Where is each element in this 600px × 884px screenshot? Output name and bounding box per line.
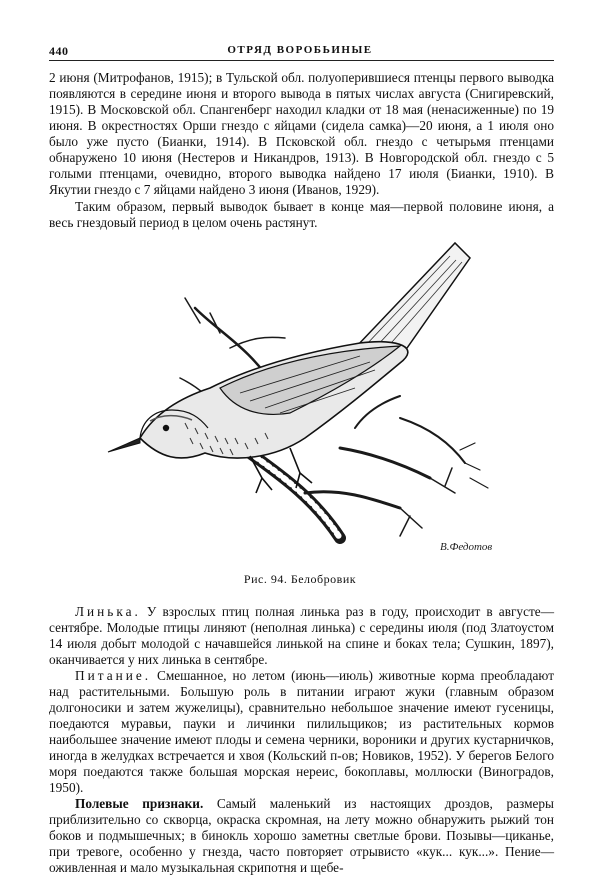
redwing-bird-illustration bbox=[100, 238, 520, 568]
page-number: 440 bbox=[49, 44, 69, 58]
header-rule bbox=[49, 60, 554, 61]
paragraph-diet bbox=[49, 668, 554, 796]
bird-beak bbox=[108, 438, 140, 452]
bird-eye bbox=[163, 425, 169, 431]
paragraph-field-signs bbox=[49, 796, 554, 876]
running-title: ОТРЯД ВОРОБЬИНЫЕ bbox=[227, 44, 373, 56]
paragraph-nesting-dates: 2 июня (Митрофанов, 1915); в Тульской обл. полуоперившиеся птенцы первого выводка появляются в середине июня и второго вывода в пятых числах августа (Снигиревский, 1915). В Московской обл. Спангенберг находил кладки от 18 мая (ненасиженные) по 19 июня. В окрестностях Орши гнездо с яйцами (сидела самка)—20 июня, а 1 июля оно было уже пусто (Бианки, 1914). В Псковской обл. гнездо с четырьмя птенцами обнаружено 10 июня (Нестеров и Никандров, 1913). В Новгородской обл. гнездо с 5 голыми птенцами, очевидно, второго выводка найдено 17 июля (Бианки, 1910). В Якутии гнездо с 7 яйцами найдено 3 июня (Иванов, 1929). bbox=[49, 70, 554, 197]
illustrator-signature: В.Федотов bbox=[440, 541, 493, 553]
paragraph-summary: Таким образом, первый выводок бывает в конце мая—первой половине июня, а весь гнездовый период в целом очень растянут. bbox=[49, 199, 554, 230]
bird-drawing bbox=[100, 238, 520, 568]
figure-caption: Рис. 94. Белобровик bbox=[243, 572, 357, 586]
diet-heading: Питание. bbox=[75, 668, 152, 683]
bird-tail bbox=[355, 243, 470, 358]
field-signs-heading: Полевые признаки. bbox=[75, 796, 204, 811]
diet-text: Смешанное, но летом (июнь—июль) животные корма преобладают над растительными. Большую роль в питании играют жуки (главным образом долгоносики и затем жужелицы), сравнительно небольшое значение имеют гусеницы, поедаются муравьи, пауки и личинки пилильщиков; из растительных кормов наибольшее значение имеют плоды и семена черники, вороники и других кустарничков, иногда в желудках встречается и хвоя (Кольский п-ов; Новиков, 1952). У берегов Белого моря поедаются также большая морская нереис, бокоплавы, моллюски (Виноградов, 1950). bbox=[49, 668, 554, 795]
field-signs-text: Самый маленький из настоящих дроздов, размеры приблизительно со скворца, окраска скромная, на лету можно обнаружить рыжий тон боков и подмышечных; в бинокль хорошо заметны светлые брови. Позывы—циканье, при тревоге, особенно у гнезда, часто повторяет отрывисто «кук... кук...». Пение—оживленная и мало музыкальная скрипотня и щебе- bbox=[49, 796, 554, 875]
paragraph-molt bbox=[49, 604, 554, 668]
text-block-bottom bbox=[49, 604, 554, 876]
text-block-top bbox=[49, 70, 554, 231]
molt-text: У взрослых птиц полная линька раз в году, происходит в августе—сентябре. Молодые птицы линяют (неполная линька) с середины июля (под Златоустом 14 июля добыт молодой с начавшейся линькой на спине и боках тела; Сушкин, 1897), оканчивается у них линька в сентябре. bbox=[49, 604, 554, 667]
molt-heading: Линька. bbox=[75, 604, 141, 619]
